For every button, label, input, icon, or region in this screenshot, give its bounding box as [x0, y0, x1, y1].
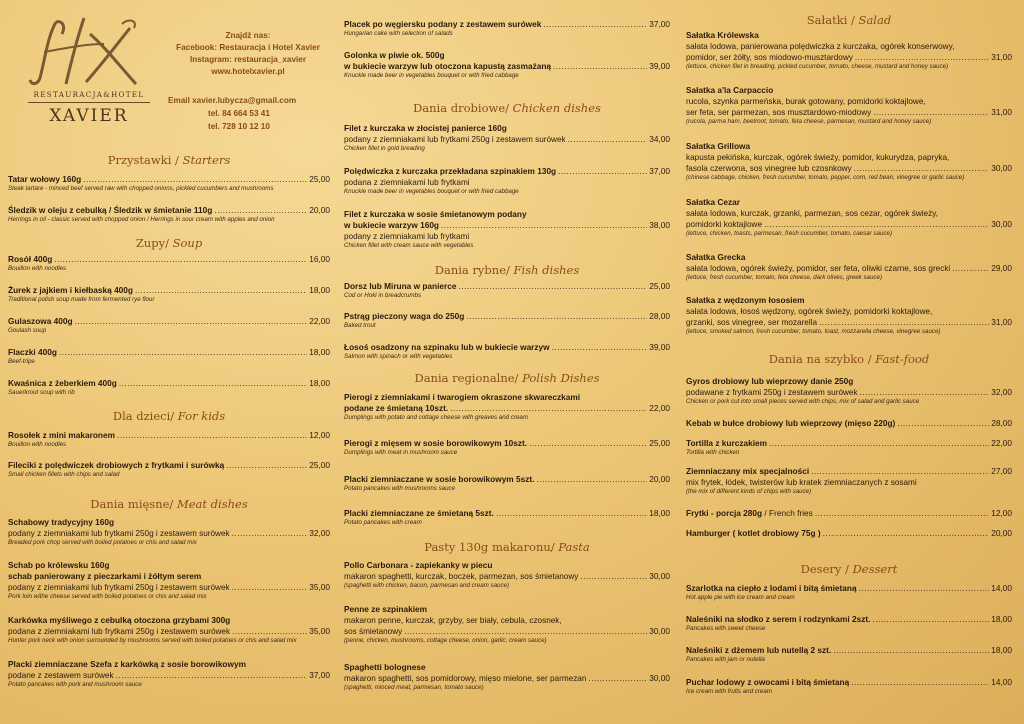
section-title-kids: Dla dzieci/ For kids	[112, 409, 226, 423]
item-description: mix frytek, łódek, twisterów lub kratek ziemniaczanych z sosami	[686, 478, 917, 487]
menu-item	[344, 50, 670, 80]
item-name: Karkówka myśliwego z cebulką otoczona grzybami 300g	[8, 615, 231, 625]
item-price: 35,00	[309, 582, 330, 592]
menu-item	[686, 376, 1012, 406]
item-description-line2: pomidorki koktajlowe	[686, 220, 762, 229]
item-price: 30,00	[649, 571, 670, 581]
section-title-desserts: Desery / Dessert	[800, 562, 898, 576]
item-price: 14,00	[991, 583, 1012, 593]
item-description: podany z ziemniakami lub frytkami 250g i zestawem surówek	[8, 529, 230, 538]
item-price: 35,00	[309, 626, 330, 636]
item-translation: Salmon with spinach or with vegetables	[344, 353, 453, 360]
facebook-link[interactable]: Facebook: Restauracja i Hotel Xavier	[176, 43, 320, 52]
item-translation: Breaded pork chop served with boiled potatoes or chis and salad mix	[8, 539, 197, 546]
item-translation: Potato pancakes with mushrooms sauce	[344, 485, 456, 492]
item-translation: Dumplings with meat in mushroom sauce	[344, 449, 458, 456]
item-name: Pierogi z mięsem w sosie borowikowym 10szt.	[344, 438, 528, 448]
item-name: Schab po królewsku 160g	[8, 560, 110, 570]
item-description-line2: ser feta, ser parmezan, sos musztardowo-miodowy	[686, 108, 872, 117]
item-translation: (lettuce, chicken filet in breading, pickled cucumber, tomato, cheese, mustard and honey sauce)	[686, 63, 949, 70]
brand-subtitle: RESTAURACJA&HOTEL	[33, 90, 145, 99]
item-name: Filet z kurczaka w złocistej panierce 160g	[344, 123, 507, 133]
item-translation: Hungarian cake with selection of salads	[344, 30, 453, 37]
item-translation: (spaghetti with chicken, bacon, parmesan and cream sauce)	[344, 582, 510, 589]
item-price: 29,00	[991, 263, 1012, 273]
item-translation: Small chicken fillets with chips and salad	[8, 471, 120, 478]
item-name: Żurek z jajkiem i kiełbaską 400g	[8, 285, 133, 295]
item-description: sałata lodowa, kurczak, grzanki, parmezan, sos cezar, ogórek świeży,	[686, 209, 938, 218]
item-name-line2: w bukiecie warzyw lub otoczona kapustą zasmażaną	[344, 61, 552, 71]
item-price: 25,00	[649, 438, 670, 448]
menu-item	[344, 342, 670, 361]
item-translation: Traditional polish soup made from fermented rye flour	[8, 296, 155, 303]
item-price: 18,00	[309, 347, 330, 357]
section-title-chicken: Dania drobiowe/ Chicken dishes	[413, 101, 601, 115]
item-description: podana z ziemniakami lub frytkami	[344, 178, 470, 187]
item-price: 31,00	[991, 107, 1012, 117]
item-name: Sałatka Królewska	[686, 30, 759, 40]
menu-item	[344, 209, 670, 250]
section-title-soups: Zupy/ Soup	[135, 236, 203, 250]
item-description: podany z ziemniakami lub frytkami	[344, 232, 470, 241]
menu-item	[686, 583, 1012, 602]
item-translation: Chicken fillet with cream sauce with vegetables	[344, 242, 474, 249]
item-name: Szarlotka na ciepło z lodami i bitą śmietaną	[686, 583, 857, 593]
item-price: 12,00	[991, 508, 1012, 518]
section-title-fish: Dania rybne/ Fish dishes	[434, 263, 580, 277]
item-price: 37,00	[649, 166, 670, 176]
item-translation: Tortilla with chicken	[686, 449, 740, 456]
item-name: Placki ziemniaczane w sosie borowikowym 5szt.	[344, 474, 535, 484]
menu-item	[8, 378, 330, 397]
item-description-line2: grzanki, sos vinegree, ser mozarella	[686, 318, 818, 327]
item-name: Gulaszowa 400g	[8, 316, 73, 326]
item-price: 16,00	[309, 254, 330, 264]
item-price: 25,00	[309, 460, 330, 470]
item-name: Placki ziemniaczane Szefa z karkówką z sosie borowikowym	[8, 659, 246, 669]
menu-item	[686, 252, 1012, 282]
menu-item	[686, 614, 1012, 633]
menu-item	[8, 205, 330, 224]
menu-item	[8, 316, 330, 335]
section-title-meat: Dania mięsne/ Meat dishes	[90, 497, 248, 511]
menu-item	[686, 438, 1012, 457]
item-name-line2: podane ze śmietaną 10szt.	[344, 403, 449, 413]
item-price: 38,00	[649, 220, 670, 230]
item-price: 14,00	[991, 677, 1012, 687]
item-name: Spaghetti bolognese	[344, 662, 426, 672]
item-name: Naleśniki na słodko z serem i rodzynkami 2szt.	[686, 614, 871, 624]
item-name: Schabowy tradycyjny 160g	[8, 517, 115, 527]
menu-item	[686, 295, 1012, 336]
item-translation: Potato pancakes with cream	[344, 519, 422, 526]
menu-column-2	[344, 0, 670, 724]
menu-item	[8, 659, 330, 689]
logo-divider	[28, 102, 150, 103]
menu-column-1	[8, 0, 330, 724]
item-price: 39,00	[649, 342, 670, 352]
item-translation: (rucola, parma ham, beetroot, tomato, feta cheese, parmesan, mustard and honey sauce)	[686, 118, 932, 125]
item-name: Placki ziemniaczane ze śmietaną 5szt.	[344, 508, 494, 518]
section-title-fastfood: Dania na szybko / Fast-food	[768, 352, 930, 366]
menu-item	[686, 466, 1012, 496]
item-description: sałata lodowa, ogórek świeży, pomidor, ser feta, oliwki czarne, sos grecki	[686, 264, 951, 273]
item-name: Sałatka Grillowa	[686, 141, 751, 151]
item-description: podana z ziemniakami lub frytkami 250g i zestawem surówek	[8, 627, 231, 636]
item-description: makaron spaghetti, kurczak, boczek, parmezan, sos śmietanowy	[344, 572, 579, 581]
item-price: 18,00	[991, 614, 1012, 624]
find-us-label: Znajdź nas:	[225, 31, 271, 40]
item-price: 25,00	[649, 281, 670, 291]
section-title-starters: Przystawki / Starters	[107, 153, 231, 167]
item-description: podane z zestawem surówek	[8, 671, 114, 680]
menu-item	[686, 418, 1012, 429]
item-translation: Pancakes with sweet cheese	[686, 625, 766, 632]
item-translation: Hot apple pie with ice cream and cream	[686, 594, 795, 601]
item-price: 28,00	[649, 311, 670, 321]
item-translation: Bouillon with noodles	[8, 441, 67, 448]
monogram-logo-icon	[26, 14, 146, 90]
menu-item	[8, 517, 330, 547]
menu-item	[344, 662, 670, 692]
item-name: Tatar wołowy 160g	[8, 174, 82, 184]
item-translation: Steak tartare - minced beef served raw with chopped onions, pickled cucumbers and mushrooms	[8, 185, 274, 192]
item-price: 18,00	[309, 378, 330, 388]
item-price: 12,00	[309, 430, 330, 440]
email-link[interactable]: Email xavier.lubycza@gmail.com	[168, 96, 297, 105]
item-price: 18,00	[309, 285, 330, 295]
item-name: Rosół 400g	[8, 254, 53, 264]
item-price: 31,00	[991, 317, 1012, 327]
item-price: 32,00	[309, 528, 330, 538]
item-translation: Herrings in oil - classic served with chopped onion / Herrings in sour cream with apples and onion	[8, 216, 275, 223]
phone-2[interactable]: tel. 728 10 12 10	[208, 122, 270, 131]
item-price: 18,00	[649, 508, 670, 518]
menu-item	[686, 30, 1012, 71]
menu-item	[344, 19, 670, 38]
item-description-line2: pomidor, ser żółty, sos miodowo-musztardowy	[686, 53, 853, 62]
item-price: 20,00	[991, 528, 1012, 538]
item-name: Kebab w bułce drobiowy lub wieprzowy (mięso 220g)	[686, 418, 896, 428]
contact-block	[158, 30, 338, 78]
menu-item	[686, 645, 1012, 664]
item-price: 39,00	[649, 61, 670, 71]
item-price: 22,00	[991, 438, 1012, 448]
item-translation: Bouillon with noodles	[8, 265, 67, 272]
item-translation: Ice cream with fruits and cream	[686, 688, 772, 695]
menu-item	[8, 254, 330, 273]
item-translation: Baked trout	[344, 322, 376, 329]
item-translation: (the mix of different kinds of chips with sauce)	[686, 488, 812, 495]
item-description: rucola, szynka parmeńska, burak gotowany, pomidorki koktajlowe,	[686, 97, 926, 106]
section-title-regional: Dania regionalne/ Polish Dishes	[414, 371, 600, 385]
item-translation: Chicken fillet in gold breading	[344, 145, 425, 152]
item-price: 34,00	[649, 134, 670, 144]
item-description: podany z ziemniakami lub frytkami 250g i zestawem surówek	[344, 135, 566, 144]
item-translation: (lettuce, smoked salmon, fresh cucumber, tomato, toast, mozzarella cheese, vinegree sauce)	[686, 328, 941, 335]
menu-item	[344, 166, 670, 196]
item-name: Naleśniki z dżemem lub nutellą 2 szt.	[686, 645, 832, 655]
item-description-line2: sos śmietanowy	[344, 627, 403, 636]
item-name: Pstrąg pieczony waga do 250g	[344, 311, 465, 321]
item-name: Placek po węgiersku podany z zestawem surówek	[344, 19, 542, 29]
item-price: 37,00	[309, 670, 330, 680]
item-name: Ziemniaczany mix specjalności	[686, 466, 810, 476]
menu-item	[344, 123, 670, 153]
item-price: 30,00	[649, 626, 670, 636]
item-translation: Cod or Hoki in breadcrumbs	[344, 292, 422, 299]
item-price: 27,00	[991, 466, 1012, 476]
menu-item	[8, 174, 330, 193]
item-translation: Knuckle made beer in vegetables bouquet or with fried cabbage	[344, 72, 519, 79]
item-price: 37,00	[649, 19, 670, 29]
item-price: 32,00	[991, 387, 1012, 397]
item-price: 28,00	[991, 418, 1012, 428]
menu-item	[8, 430, 330, 449]
item-name-line2: schab panierowany z pieczarkami i żółtym serem	[8, 571, 202, 581]
contact-details	[168, 94, 338, 133]
item-translation: (penne, chicken, mushrooms, cottage cheese, onion, garlic, cream sauce)	[344, 637, 547, 644]
item-name: Puchar lodowy z owocami i bitą śmietaną	[686, 677, 850, 687]
item-translation: Pancakes with jam or nutella	[686, 656, 765, 663]
item-description: sałata lodowa, panierowana polędwiczka z kurczaka, ogórek konserwowy,	[686, 42, 955, 51]
item-name: Flaczki 400g	[8, 347, 57, 357]
item-translation: (spaghetti, minced meat, parmesan, tomato sauce)	[344, 684, 484, 691]
item-description: podawane z frytkami 250g i zestawem surówek	[686, 388, 858, 397]
item-name: Łosoś osadzony na szpinaku lub w bukiecie warzyw	[344, 342, 550, 352]
item-name: Pollo Carbonara - zapiekanky w piecu	[344, 560, 493, 570]
item-name-line2: w bukiecie warzyw 160g	[344, 220, 439, 230]
section-title-pasta: Pasty 130g makaronu/ Pasta	[424, 540, 590, 554]
item-name: Golonka w piwie ok. 500g	[344, 50, 445, 60]
menu-item	[344, 604, 670, 645]
item-translation: (chinese cabbage, chicken, fresh cucumber, tomato, pepper, corn, red bean, vinegree or garlic sauce)	[686, 174, 965, 181]
item-translation: (lettuce, chicken, toasts, parmesan, fresh cucumber, tomato, caesar sauce)	[686, 230, 892, 237]
menu-item	[686, 197, 1012, 238]
item-price: 30,00	[649, 673, 670, 683]
item-description: kapusta pekińska, kurczak, ogórek świeży, pomidor, kukurydza, papryka,	[686, 153, 950, 162]
item-price: 18,00	[991, 645, 1012, 655]
item-price: 30,00	[991, 163, 1012, 173]
item-name-translation: / French fries	[762, 508, 813, 518]
phone-1[interactable]: tel. 84 664 53 41	[208, 109, 270, 118]
menu-item	[8, 615, 330, 645]
item-name: Gyros drobiowy lub wieprzowy danie 250g	[686, 376, 854, 386]
item-translation: Goulash soup	[8, 327, 47, 334]
item-price: 31,00	[991, 52, 1012, 62]
item-name: Filet z kurczaka w sosie śmietanowym podany	[344, 209, 527, 219]
menu-item	[344, 508, 670, 527]
item-name: Penne ze szpinakiem	[344, 604, 428, 614]
item-name: Fileciki z polędwiczek drobiowych z frytkami i surówką	[8, 460, 225, 470]
item-name: Śledzik w oleju z cebulką / Śledzik w śmietanie 110g	[8, 205, 213, 215]
section-title-salads: Sałatki / Salad	[806, 13, 892, 27]
menu-item	[8, 347, 330, 366]
menu-item	[344, 438, 670, 457]
menu-item	[344, 474, 670, 493]
menu-column-3	[686, 0, 1012, 724]
item-price: 20,00	[309, 205, 330, 215]
item-name: Frytki - porcja 280g	[686, 508, 763, 518]
item-name: Dorsz lub Miruna w panierce	[344, 281, 457, 291]
item-price: 30,00	[991, 219, 1012, 229]
item-translation: Pork loin withe cheese served with boiled potatoes or chis and salad mix	[8, 593, 207, 600]
item-name: Tortilla z kurczakiem	[686, 438, 767, 448]
item-price: 20,00	[649, 474, 670, 484]
item-description: sałata lodowa, łosoś wędzony, ogórek świeży, pomidorki koktajlowe,	[686, 307, 933, 316]
item-name: Sałatka z wędzonym łososiem	[686, 295, 805, 305]
item-translation: Dumplings with potato and cottage cheese with greaves and cream	[344, 414, 529, 421]
brand-name: XAVIER	[49, 106, 129, 126]
item-description: makaron penne, kurczak, grzyby, ser biały, cebula, czosnek,	[344, 616, 562, 625]
item-translation: (lettuce, fresh cucumber, tomato, feta cheese, dark olives, greek sauce)	[686, 274, 883, 281]
item-name: Polędwiczka z kurczaka przekładana szpinakiem 130g	[344, 166, 557, 176]
item-name: Sałatka a'la Carpaccio	[686, 85, 774, 95]
item-price: 25,00	[309, 174, 330, 184]
menu-item	[8, 460, 330, 479]
item-name: Pierogi z ziemniakami i twarogiem okraszone skwareczkami	[344, 392, 581, 402]
item-description: podany z ziemniakami lub frytkami 250g i zestawem surówek	[8, 583, 230, 592]
item-translation: Potato pancakes with pork and mushroom sauce	[8, 681, 142, 688]
menu-item	[686, 677, 1012, 696]
item-translation: Beef-tripe	[8, 358, 35, 365]
instagram-link[interactable]: Instagram: restauracja_xavier	[189, 55, 307, 64]
item-translation: Sauerkrout soup with rib	[8, 389, 75, 396]
logo	[20, 14, 158, 134]
item-translation: Chicken or pork cut into small pieces served with chips, mix of salad and garlic sauce	[686, 398, 920, 405]
item-price: 22,00	[649, 403, 670, 413]
menu-item	[344, 392, 670, 422]
item-name: Sałatka Cezar	[686, 197, 740, 207]
item-description: makaron spaghetti, sos pomidorowy, mięso mielone, ser parmezan	[344, 674, 587, 683]
item-translation: Hunter pork neck with onion surrounded by mushrooms served with boiled potatoes or chis and salad mix	[8, 637, 297, 644]
item-price: 22,00	[309, 316, 330, 326]
menu-item	[686, 528, 1012, 539]
item-name: Hamburger ( kotlet drobiowy 75g )	[686, 528, 821, 538]
menu-item	[686, 508, 1012, 519]
item-name: Rosołek z mini makaronem	[8, 430, 115, 440]
menu-item	[686, 85, 1012, 126]
menu-item	[344, 311, 670, 330]
menu-item	[8, 560, 330, 601]
item-name: Kwaśnica z żeberkiem 400g	[8, 378, 117, 388]
item-name: Sałatka Grecka	[686, 252, 746, 262]
menu-item	[686, 141, 1012, 182]
website-link[interactable]: www.hotelxavier.pl	[211, 67, 285, 76]
item-description-line2: fasola czerwona, sos vinegree lub czosnkowy	[686, 164, 852, 173]
menu-item	[344, 560, 670, 590]
menu-item	[8, 285, 330, 304]
item-translation: Knuckle made beer in vegetables bouquet or with fried cabbage	[344, 188, 519, 195]
menu-item	[344, 281, 670, 300]
